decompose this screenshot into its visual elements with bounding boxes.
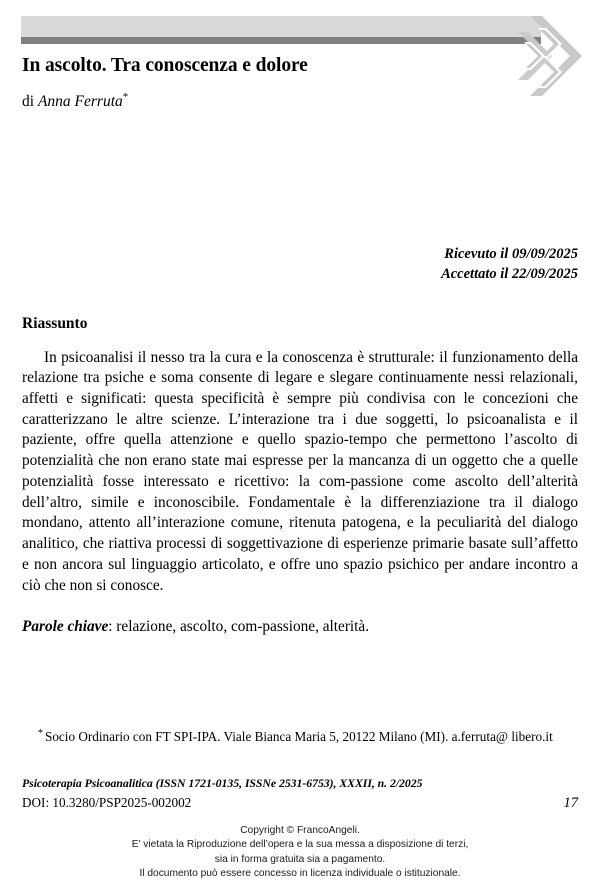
journal-reference: Psicoterapia Psicoanalitica (ISSN 1721-0135, ISSNe 2531-6753), XXXII, n. 2/2025: [22, 776, 423, 790]
author-name: Anna Ferruta: [37, 93, 123, 111]
header-rule-dark-band: [21, 37, 541, 44]
chevron-arrows-ornament-icon: [518, 12, 596, 104]
copyright-line-2: E' vietata la Riproduzione dell’opera e la sua messa a disposizione di terzi,: [131, 839, 469, 851]
header-rule-light-band: [21, 16, 541, 37]
keywords-line: [22, 617, 578, 638]
keywords-value: : relazione, ascolto, com-passione, alterità.: [108, 618, 370, 636]
copyright-line-1: Copyright © FrancoAngeli.: [240, 825, 360, 836]
journal-reference-block: [22, 776, 578, 813]
footnote-text: Socio Ordinario con FT SPI-IPA. Viale Bianca Maria 5, 20122 Milano (MI). a.ferruta@ libero.it: [45, 729, 553, 744]
copyright-line-4: Il documento può essere concesso in licenza individuale o istituzionale.: [139, 868, 461, 880]
byline-prefix: di: [22, 93, 35, 111]
date-accepted: Accettato il 22/09/2025: [441, 265, 578, 282]
byline: [22, 93, 522, 112]
footnote-marker: *: [38, 727, 43, 739]
title-block: [22, 55, 522, 112]
copyright-footer: [0, 824, 600, 882]
abstract-section: [22, 315, 578, 638]
keywords-label: Parole chiave: [22, 618, 109, 636]
page-number: 17: [563, 794, 578, 811]
copyright-line-3: sia in forma gratuita sia a pagamento.: [214, 853, 386, 865]
doi-text: DOI: 10.3280/PSP2025-002002: [22, 794, 192, 810]
submission-dates: [441, 245, 578, 284]
author-footnote: [22, 729, 578, 746]
page-title: In ascolto. Tra conoscenza e dolore: [22, 55, 308, 76]
author-footnote-marker: *: [122, 91, 129, 104]
doi-row: [22, 794, 578, 813]
header-rule-bar: [21, 16, 541, 44]
abstract-body: In psicoanalisi il nesso tra la cura e la conoscenza è strutturale: il funzionamento della relazione tra psiche e soma consente di legare e slegare continuamente nessi relazionali, affetti e significati: questa specificità è sempre più condivisa con le concezioni che caratterizzano le altre scienze. L’interazione tra i due soggetti, lo psicoanalista e il paziente, offre quella attenzione e quello spazio-tempo che permettono l’ascolto di potenzialità che non erano state mai espresse per la mancanza di un oggetto che a quelle potenzialità fosse interessato e ricettivo: la com-passione come ascolto dell’alterità dell’altro, simile e inconoscibile. Fondamentale è la differenziazione tra il dialogo mondano, attento all’interazione comune, ritenuta patogena, e la peculiarità del dialogo analitico, che riattiva processi di soggettivazione di esperienze primarie basate sull’affetto e non ancora sul linguaggio articolato, e offre uno spazio psichico per andare incontro a ciò che non si conosce.: [22, 348, 578, 594]
date-received: Ricevuto il 09/09/2025: [444, 246, 578, 262]
abstract-heading: Riassunto: [22, 315, 88, 332]
